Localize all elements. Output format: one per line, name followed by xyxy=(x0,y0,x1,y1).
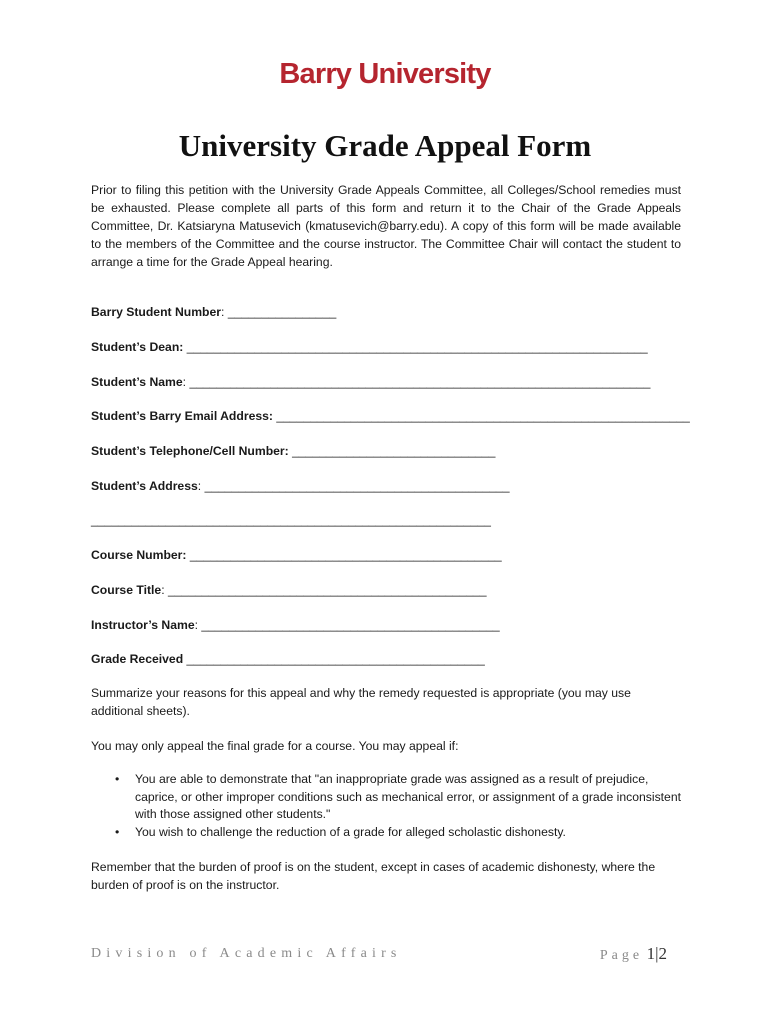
university-logo: Barry University xyxy=(279,58,491,90)
page-total: 2 xyxy=(658,944,667,963)
student-telephone-field[interactable] xyxy=(91,443,495,459)
grade-received-label: Grade Received xyxy=(91,652,184,666)
grade-received-field[interactable] xyxy=(91,651,485,667)
list-item xyxy=(91,771,681,824)
instructor-name-separator: : xyxy=(194,618,202,632)
student-address-separator: : xyxy=(197,479,205,493)
course-title-separator: : xyxy=(161,583,168,597)
bullet-icon: • xyxy=(115,824,120,839)
bullet-icon: • xyxy=(115,772,120,786)
student-address-line2-field[interactable] xyxy=(91,512,491,528)
instructor-name-blank[interactable]: ____________________________________________ xyxy=(201,618,500,632)
appeal-conditions-intro: You may only appeal the final grade for a course. You may appeal if: xyxy=(91,739,459,753)
course-title-label: Course Title xyxy=(91,583,162,597)
student-address-field[interactable] xyxy=(91,478,510,494)
course-title-blank[interactable]: _______________________________________________ xyxy=(168,583,487,597)
grade-received-blank[interactable]: ____________________________________________ xyxy=(183,652,485,666)
student-name-blank[interactable]: ____________________________________________________________________ xyxy=(189,375,651,389)
student-dean-blank[interactable]: ____________________________________________________________________ xyxy=(183,340,648,354)
student-dean-field[interactable] xyxy=(91,339,648,355)
course-number-field[interactable] xyxy=(91,547,502,563)
course-title-field[interactable] xyxy=(91,582,487,598)
student-telephone-blank[interactable]: ______________________________ xyxy=(288,444,496,458)
instructor-name-field[interactable] xyxy=(91,617,500,633)
student-email-label: Student’s Barry Email Address: xyxy=(91,409,273,423)
student-telephone-label: Student’s Telephone/Cell Number: xyxy=(91,444,289,458)
footer-page-number xyxy=(600,944,667,964)
course-number-blank[interactable]: ______________________________________________ xyxy=(186,548,502,562)
page-separator: | xyxy=(655,944,659,963)
page-current: 1 xyxy=(646,944,656,963)
student-number-label: Barry Student Number xyxy=(91,305,222,319)
student-address-line2-blank[interactable]: ___________________________________________________________ xyxy=(91,513,491,527)
student-number-blank[interactable]: ________________ xyxy=(227,305,337,319)
student-address-blank[interactable]: _____________________________________________ xyxy=(204,479,510,493)
page-label: Page xyxy=(599,948,644,963)
burden-of-proof-note: Remember that the burden of proof is on the student, except in cases of academic dishonesty, where the burden of proof is on the instructor. xyxy=(91,860,656,892)
student-number-field[interactable] xyxy=(91,304,336,320)
student-number-separator: : xyxy=(221,305,228,319)
list-item-text: You wish to challenge the reduction of a grade for alleged scholastic dishonesty. xyxy=(135,824,566,839)
student-dean-label: Student’s Dean: xyxy=(91,340,184,354)
instructor-name-label: Instructor’s Name xyxy=(91,618,195,632)
course-number-label: Course Number: xyxy=(91,548,187,562)
student-email-field[interactable] xyxy=(91,408,690,424)
list-item xyxy=(91,824,681,842)
list-item-text: You are able to demonstrate that "an inappropriate grade was assigned as a result of prejudice, caprice, or other improper conditions such as mechanical error, or assignment of a grade inconsistent with those assigned other students." xyxy=(135,772,682,821)
intro-paragraph: Prior to filing this petition with the University Grade Appeals Committee, all Colleges/School remedies must be exhausted. Please complete all parts of this form and return it to the Chair of the Grade Appeals Committee, Dr. Katsiaryna Matusevich (kmatusevich@barry.edu). A copy of this form will be made available to the members of the Committee and the course instructor. The Committee Chair will contact the student to arrange a time for the Grade Appeal hearing. xyxy=(91,183,681,269)
student-address-label: Student’s Address xyxy=(91,479,198,493)
student-email-blank[interactable]: _____________________________________________________________ xyxy=(272,409,690,423)
student-name-separator: : xyxy=(182,375,190,389)
summarize-instructions: Summarize your reasons for this appeal and why the remedy requested is appropriate (you may use additional sheets). xyxy=(91,686,631,718)
student-name-field[interactable] xyxy=(91,374,650,390)
student-name-label: Student’s Name xyxy=(91,375,183,389)
appeal-conditions-list xyxy=(91,771,681,841)
form-title: University Grade Appeal Form xyxy=(178,128,592,163)
footer-division: Division of Academic Affairs xyxy=(91,946,402,961)
